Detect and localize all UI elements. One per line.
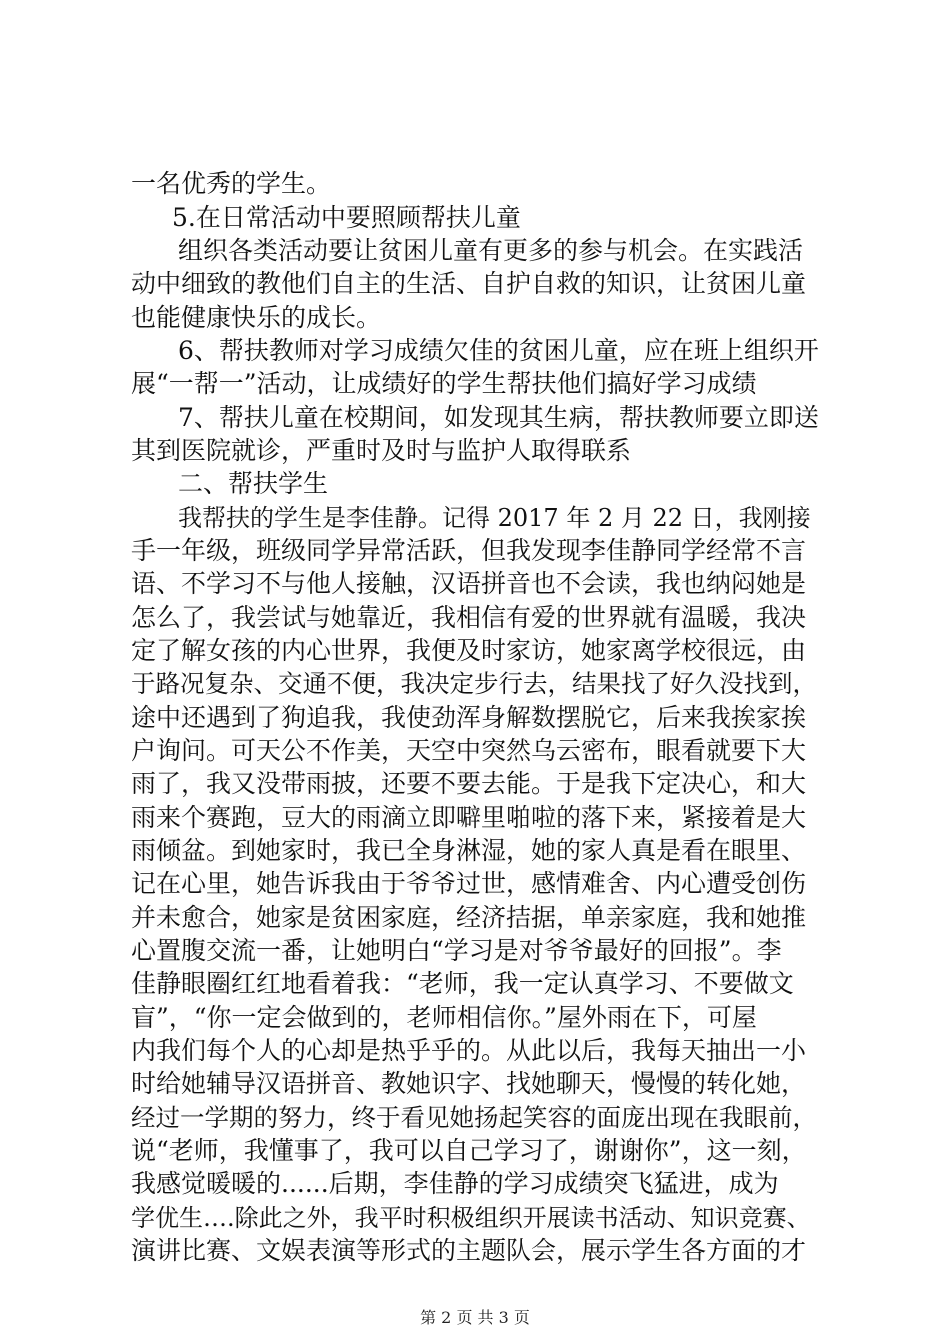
text-line: 雨倾盆。到她家时，我已全身淋湿，她的家人真是看在眼里、 [131, 836, 807, 865]
text-line: 组织各类活动要让贫困儿童有更多的参与机会。在实践活 [178, 236, 804, 265]
text-line: 我帮扶的学生是李佳静。记得 2017 年 2 月 22 日，我刚接 [178, 504, 811, 532]
text-line: 途中还遇到了狗追我，我使劲浑身解数摆脱它，后来我挨家挨 [131, 703, 807, 732]
text-line: 语、不学习不与他人接触，汉语拼音也不会读，我也纳闷她是 [131, 569, 807, 598]
page-footer: 第 2 页 共 3 页 [420, 1308, 530, 1327]
text-line: 盲”，“你一定会做到的，老师相信你。”屋外雨在下，可屋 [131, 1003, 757, 1032]
text-line: 户询问。可天公不作美，天空中突然乌云密布，眼看就要下大 [131, 736, 807, 765]
text-line: 记在心里，她告诉我由于爷爷过世，感情难舍、内心遭受创伤 [131, 869, 807, 898]
text-line: 我感觉暖暖的......后期，李佳静的学习成绩突飞猛进，成为 [131, 1169, 779, 1198]
text-line: 动中细致的教他们自主的生活、自护自救的知识，让贫困儿童 [131, 269, 807, 298]
text-line: 其到医院就诊，严重时及时与监护人取得联系 [131, 436, 632, 465]
text-line: 说“老师，我懂事了，我可以自己学习了，谢谢你”，这一刻， [131, 1136, 807, 1165]
text-line: 7、帮扶儿童在校期间，如发现其生病，帮扶教师要立即送 [178, 403, 819, 432]
text-line: 于路况复杂、交通不便，我决定步行去，结果找了好久没找到， [131, 669, 817, 698]
section-heading: 二、帮扶学生 [178, 469, 329, 498]
text-line: 雨来个赛跑，豆大的雨滴立即噼里啪啦的落下来，紧接着是大 [131, 803, 807, 832]
text-line: 雨了，我又没带雨披，还要不要去能。于是我下定决心，和大 [131, 769, 807, 798]
text-line: 一名优秀的学生。 [131, 169, 332, 198]
text-line: 内我们每个人的心却是热乎乎的。从此以后，我每天抽出一小 [131, 1036, 807, 1065]
text-line: 定了解女孩的内心世界，我便及时家访，她家离学校很远，由 [131, 636, 807, 665]
text-line: 心置腹交流一番，让她明白“学习是对爷爷最好的回报”。李 [131, 936, 782, 965]
text-line: 演讲比赛、文娱表演等形式的主题队会，展示学生各方面的才 [131, 1236, 807, 1265]
text-line: 6、帮扶教师对学习成绩欠佳的贫困儿童，应在班上组织开 [178, 336, 819, 365]
text-line: 时给她辅导汉语拼音、教她识字、找她聊天，慢慢的转化她， [131, 1069, 807, 1098]
text-line: 并未愈合，她家是贫困家庭，经济拮据，单亲家庭，我和她推 [131, 903, 807, 932]
text-line: 也能健康快乐的成长。 [131, 303, 382, 332]
text-line: 佳静眼圈红红地看着我：“老师，我一定认真学习、不要做文 [131, 969, 794, 998]
text-line: 5.在日常活动中要照顾帮扶儿童 [172, 203, 521, 232]
text-line: 怎么了，我尝试与她靠近，我相信有爱的世界就有温暖，我决 [131, 603, 807, 632]
text-line: 展“一帮一”活动，让成绩好的学生帮扶他们搞好学习成绩 [131, 369, 757, 398]
text-line: 学优生….除此之外，我平时积极组织开展读书活动、知识竞赛、 [131, 1204, 811, 1232]
text-line: 经过一学期的努力，终于看见她扬起笑容的面庞出现在我眼前， [131, 1103, 817, 1132]
text-line: 手一年级，班级同学异常活跃，但我发现李佳静同学经常不言 [131, 536, 807, 565]
